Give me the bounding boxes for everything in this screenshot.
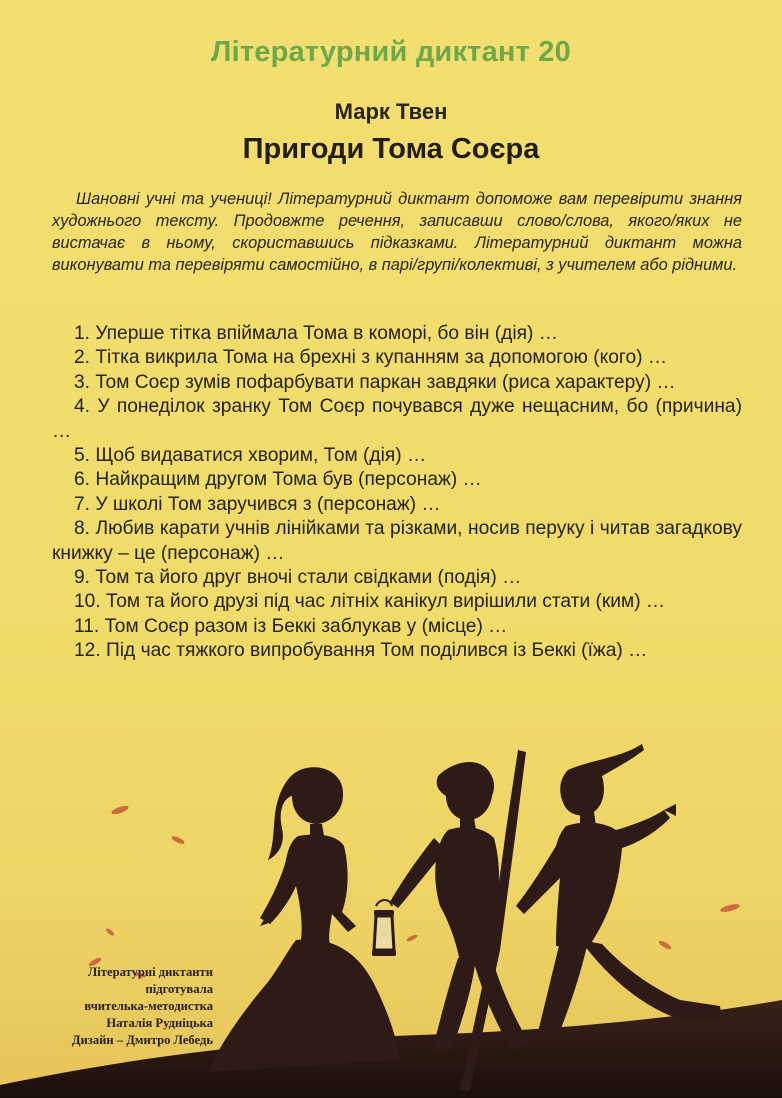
credits-line: вчителька-методистка	[84, 999, 213, 1013]
question-item: 11. Том Соєр разом із Беккі заблукав у (місце) …	[74, 615, 508, 637]
page-title: Літературний диктант 20	[211, 36, 571, 68]
credits-author: Наталія Рудніцька	[106, 1016, 213, 1030]
question-item: 2. Тітка викрила Тома на брехні з купанням за допомогою (кого) …	[74, 347, 668, 369]
intro-paragraph: Шановні учні та учениці! Літературний диктант допоможе вам перевірити знання художнього тексту. Продовжте речення, записавши слово/слова, якого/яких не вистачає в ньому, скориставшись підказками. Літературний диктант можна виконувати та перевіряти самостійно, в парі/групі/колективі, з учителем або рідними.	[52, 190, 742, 274]
girl-silhouette	[208, 767, 400, 1072]
question-item: 4. У понеділок зранку Том Соєр почувався дуже нещасним, бо (причина) …	[52, 396, 742, 442]
question-item: 10. Том та його друзі під час літніх канікул вирішили стати (ким) …	[74, 591, 666, 613]
credits-designer: Дизайн – Дмитро Лебедь	[71, 1033, 213, 1047]
question-item: 6. Найкращим другом Тома був (персонаж) …	[74, 469, 482, 491]
question-item: 5. Щоб видаватися хворим, Том (дія) …	[74, 445, 427, 467]
question-item: 12. Під час тяжкого випробування Том поділився із Беккі (їжа) …	[74, 640, 648, 662]
question-item: 9. Том та його друг вночі стали свідками (подія) …	[74, 567, 522, 589]
author-name: Марк Твен	[334, 99, 448, 124]
question-item: 3. Том Соєр зумів пофарбувати паркан завдяки (риса характеру) …	[74, 371, 676, 393]
question-item: 7. У школі Том заручився з (персонаж) …	[74, 493, 441, 515]
right-boy-silhouette	[516, 744, 722, 1040]
question-list	[52, 322, 742, 664]
question-item: 1. Уперше тітка впіймала Тома в коморі, бо він (дія) …	[74, 323, 558, 344]
credits-line: підготувала	[145, 982, 213, 996]
credits-line: Літературні диктанти	[87, 965, 213, 979]
lantern-icon	[372, 900, 396, 956]
middle-boy-silhouette	[390, 762, 530, 1052]
question-item: 8. Любив карати учнів лінійками та різками, носив перуку і читав загадкову книжку – це (персонаж) …	[52, 518, 742, 564]
credits-block	[8, 964, 213, 1049]
book-title: Пригоди Тома Соєра	[242, 133, 540, 165]
